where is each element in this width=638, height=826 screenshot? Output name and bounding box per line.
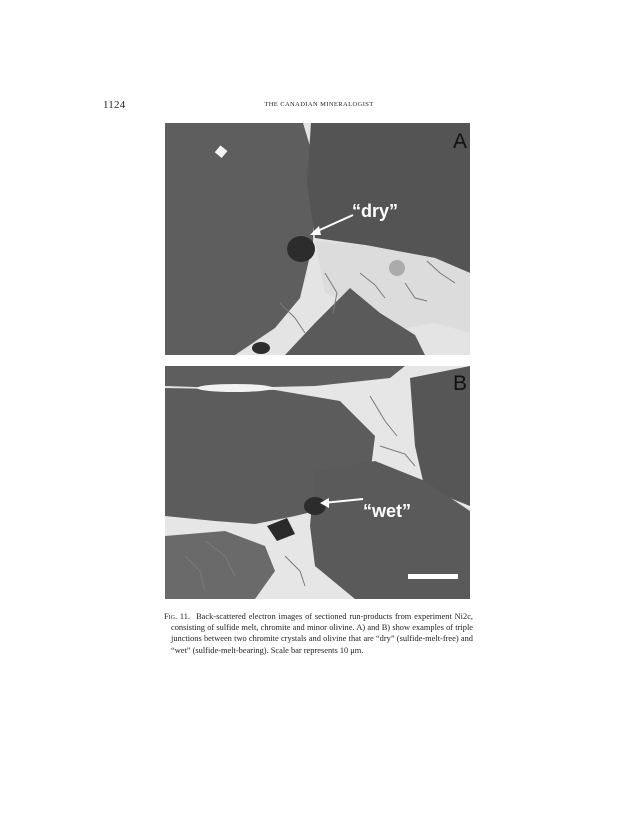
scale-bar: [408, 574, 458, 579]
bse-image-panel-b: [165, 366, 470, 599]
small-chromite-grain: [252, 342, 270, 354]
bse-image-panel-a: [165, 123, 470, 355]
diffuse-spot: [389, 260, 405, 276]
figure-caption: [164, 611, 473, 656]
triple-junction-grain: [287, 236, 315, 262]
figure-11: [165, 123, 470, 599]
running-head: THE CANADIAN MINERALOGIST: [264, 101, 374, 108]
sulfide-lens: [197, 384, 273, 392]
bse-image-b-graphic: [165, 366, 470, 599]
triple-junction-grain: [304, 497, 326, 515]
panel-b-letter: B: [452, 372, 467, 395]
bse-image-a-graphic: [165, 123, 470, 355]
dry-label: “dry”: [352, 201, 399, 221]
figure-label: Fig. 11.: [164, 612, 191, 621]
panel-a-letter: A: [452, 130, 467, 153]
caption-text: Back-scattered electron images of sectioned run-products from experiment Ni2c, consisting of sulfide melt, chromite and minor olivine. A) and B) show examples of triple junctions between two chromite crystals and olivine that are “dry” (sulfide-melt-free) and “wet” (sulfide-melt-bearing). Scale bar represents 10 μm.: [171, 612, 473, 655]
page-number: 1124: [103, 99, 126, 111]
wet-label: “wet”: [363, 501, 412, 521]
